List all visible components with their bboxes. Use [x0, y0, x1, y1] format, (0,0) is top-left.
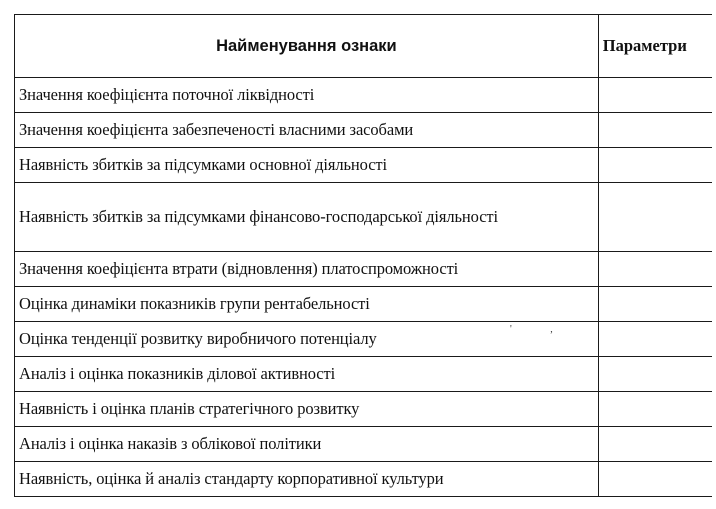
- row-param-cell: [598, 78, 712, 113]
- row-name-core-losses: Наявність збитків за підсумками основної діяльності: [15, 148, 599, 183]
- row-name-own-funds: Значення коефіцієнта забезпеченості власними засобами: [15, 113, 599, 148]
- table-row: [15, 252, 713, 287]
- row-name-financial-losses: Наявність збитків за підсумками фінансово-господарської діяльності: [15, 183, 599, 252]
- features-table-wrapper: [14, 14, 712, 500]
- table-row: [15, 392, 713, 427]
- row-name-solvency-loss: Значення коефіцієнта втрати (відновлення) платоспроможності: [15, 252, 599, 287]
- row-name-corporate-culture: Наявність, оцінка й аналіз стандарту корпоративної культури: [15, 462, 599, 497]
- row-name-profitability: Оцінка динаміки показників групи рентабельності: [15, 287, 599, 322]
- row-param-cell: [598, 183, 712, 252]
- table-row: [15, 148, 713, 183]
- table-row: [15, 462, 713, 497]
- row-param-cell: [598, 148, 712, 183]
- row-name-accounting-policy: Аналіз і оцінка наказів з облікової політики: [15, 427, 599, 462]
- row-param-cell: [598, 462, 712, 497]
- row-param-cell: [598, 392, 712, 427]
- row-name-business-activity: Аналіз і оцінка показників ділової активності: [15, 357, 599, 392]
- table-header-row: [15, 15, 713, 78]
- table-row: [15, 427, 713, 462]
- row-param-cell: [598, 322, 712, 357]
- header-feature-name: Найменування ознаки: [15, 15, 599, 78]
- features-table: [14, 14, 712, 497]
- row-param-cell: [598, 357, 712, 392]
- table-row: [15, 78, 713, 113]
- table-row: [15, 322, 713, 357]
- row-param-cell: [598, 427, 712, 462]
- scan-speck-marks: ' ,: [510, 324, 571, 335]
- table-row: [15, 113, 713, 148]
- row-param-cell: [598, 113, 712, 148]
- row-name-production-potential: Оцінка тенденції розвитку виробничого потенціалу: [15, 322, 599, 357]
- row-param-cell: [598, 252, 712, 287]
- row-name-current-liquidity: Значення коефіцієнта поточної ліквідності: [15, 78, 599, 113]
- table-row: [15, 357, 713, 392]
- header-parameters: Параметри: [598, 15, 712, 78]
- table-row: [15, 287, 713, 322]
- row-name-strategic-plans: Наявність і оцінка планів стратегічного розвитку: [15, 392, 599, 427]
- table-row: [15, 183, 713, 252]
- row-param-cell: [598, 287, 712, 322]
